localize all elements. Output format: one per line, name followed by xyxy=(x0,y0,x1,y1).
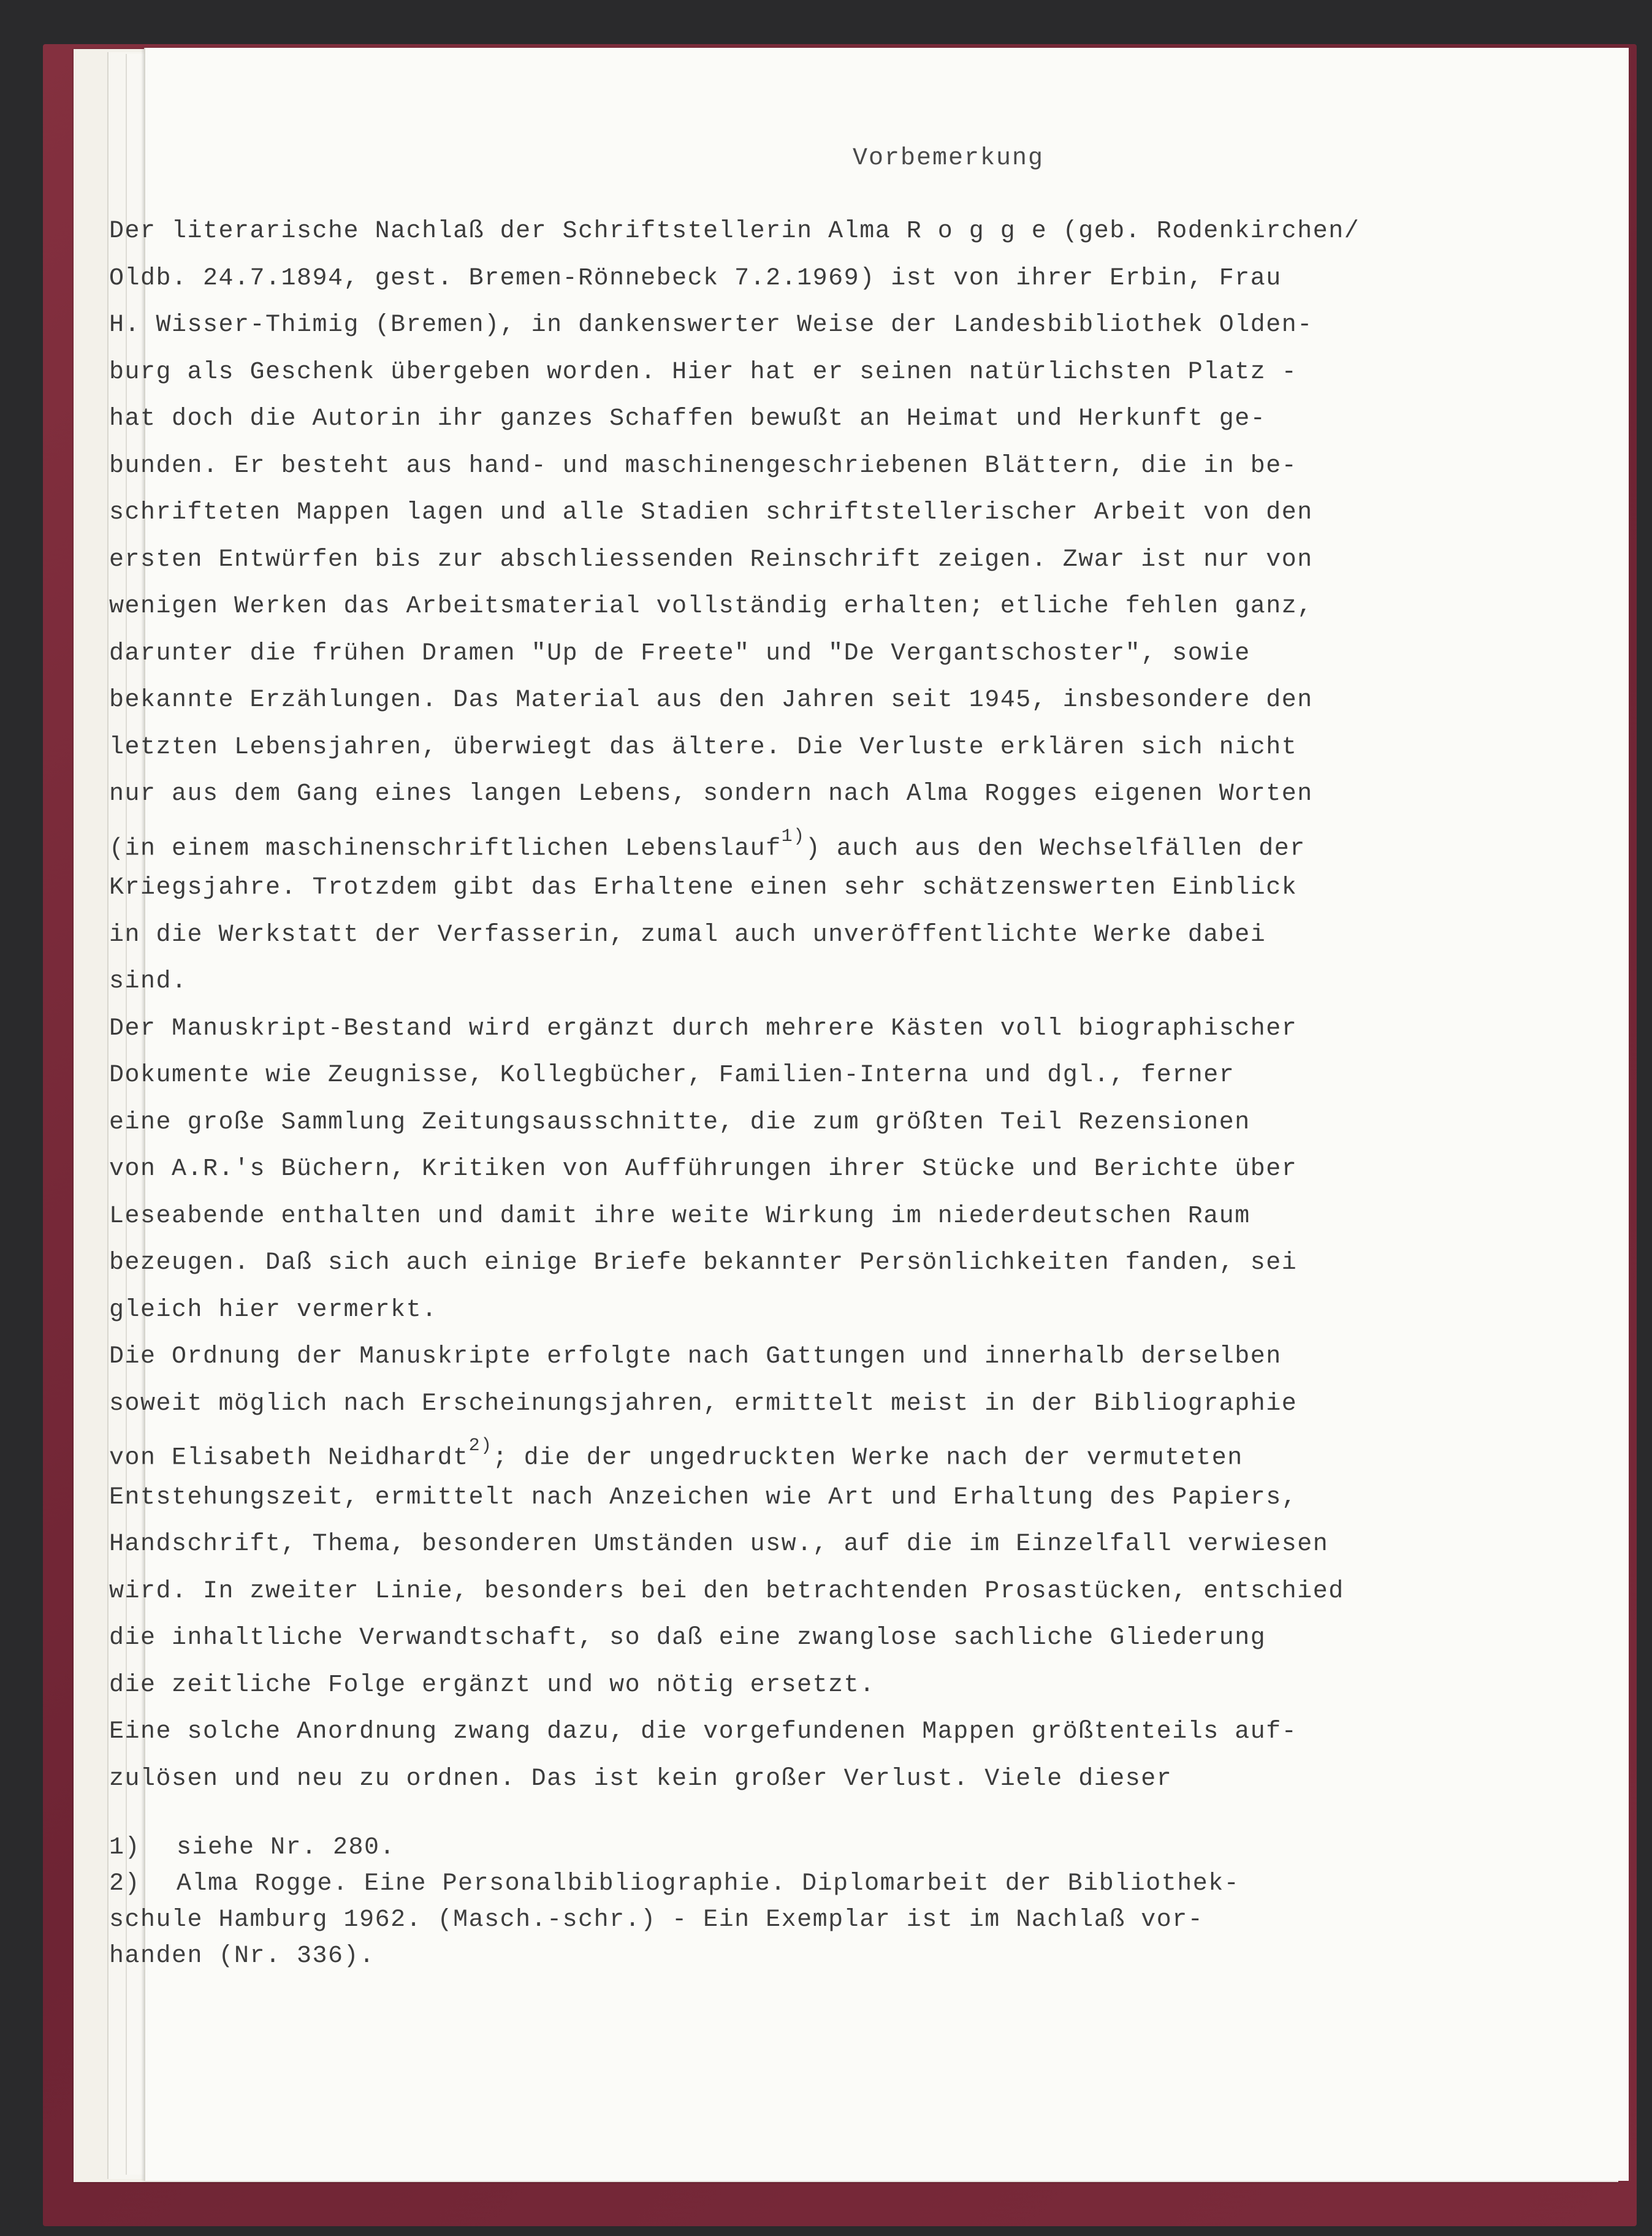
text-line: schrifteten Mappen lagen und alle Stadien schriftstellerischer Arbeit von den xyxy=(109,499,1313,527)
footnote-text: handen (Nr. 336). xyxy=(109,1942,375,1970)
text-line: burg als Geschenk übergeben worden. Hier hat er seinen natürlichsten Platz - xyxy=(109,358,1298,386)
footnote-mark: 2) xyxy=(109,1870,141,1898)
text-line: Oldb. 24.7.1894, gest. Bremen-Rönnebeck 7.2.1969) ist von ihrer Erbin, Frau xyxy=(109,264,1282,292)
text-line: eine große Sammlung Zeitungsausschnitte, die zum größten Teil Rezensionen xyxy=(109,1108,1250,1136)
text-fragment: von Elisabeth Neidhardt xyxy=(109,1444,469,1472)
text-line: die inhaltliche Verwandtschaft, so daß eine zwanglose sachliche Gliederung xyxy=(109,1624,1266,1652)
text-line xyxy=(109,818,1623,865)
text-line: zulösen und neu zu ordnen. Das ist kein großer Verlust. Viele dieser xyxy=(109,1765,1173,1793)
text-line: bunden. Er besteht aus hand- und maschinengeschriebenen Blättern, die in be- xyxy=(109,452,1298,480)
text-line: darunter die frühen Dramen "Up de Freete" und "De Vergantschoster", sowie xyxy=(109,639,1250,667)
text-line: soweit möglich nach Erscheinungsjahren, ermittelt meist in der Bibliographie xyxy=(109,1390,1298,1418)
text-line: ersten Entwürfen bis zur abschliessenden Reinschrift zeigen. Zwar ist nur von xyxy=(109,546,1313,574)
text-line: Die Ordnung der Manuskripte erfolgte nach Gattungen und innerhalb derselben xyxy=(109,1343,1282,1371)
text-line: in die Werkstatt der Verfasserin, zumal auch unveröffentlichte Werke dabei xyxy=(109,921,1266,949)
text-line: H. Wisser-Thimig (Bremen), in dankenswerter Weise der Landesbibliothek Olden- xyxy=(109,311,1313,339)
footnote-reference: 2) xyxy=(468,1436,493,1456)
text-line: nur aus dem Gang eines langen Lebens, sondern nach Alma Rogges eigenen Worten xyxy=(109,780,1313,808)
text-line: Dokumente wie Zeugnisse, Kollegbücher, Familien-Interna und dgl., ferner xyxy=(109,1062,1235,1089)
text-line: Leseabende enthalten und damit ihre weite Wirkung im niederdeutschen Raum xyxy=(109,1202,1250,1230)
text-fragment: (in einem maschinenschriftlichen Lebenslauf xyxy=(109,834,782,862)
text-line: gleich hier vermerkt. xyxy=(109,1296,438,1324)
footnote-mark: 1) xyxy=(109,1834,141,1861)
footnote xyxy=(109,1830,1623,1866)
text-fragment: ) auch aus den Wechselfällen der xyxy=(805,834,1306,862)
text-line: sind. xyxy=(109,968,188,995)
page-title: Vorbemerkung xyxy=(852,145,1045,172)
text-line: die zeitliche Folge ergänzt und wo nötig ersetzt. xyxy=(109,1671,875,1699)
text-line: Der literarische Nachlaß der Schriftstellerin Alma R o g g e (geb. Rodenkirchen/ xyxy=(109,218,1360,245)
text-line: Entstehungszeit, ermittelt nach Anzeichen wie Art und Erhaltung des Papiers, xyxy=(109,1483,1298,1512)
text-line: wenigen Werken das Arbeitsmaterial vollständig erhalten; etliche fehlen ganz, xyxy=(109,593,1313,620)
text-line: von A.R.'s Büchern, Kritiken von Aufführungen ihrer Stücke und Berichte über xyxy=(109,1155,1298,1183)
document-body xyxy=(109,208,1623,1803)
footnote-reference: 1) xyxy=(781,826,805,847)
text-line: Handschrift, Thema, besonderen Umständen usw., auf die im Einzelfall verwiesen xyxy=(109,1531,1329,1558)
text-line: Kriegsjahre. Trotzdem gibt das Erhaltene einen sehr schätzenswerten Einblick xyxy=(109,874,1298,902)
footnote-text: Alma Rogge. Eine Personalbibliographie. Diplomarbeit der Bibliothek- xyxy=(177,1870,1240,1898)
text-line: hat doch die Autorin ihr ganzes Schaffen bewußt an Heimat und Herkunft ge- xyxy=(109,405,1266,433)
footnotes xyxy=(109,1830,1623,1974)
footnote xyxy=(109,1866,1623,1902)
text-fragment: ; die der ungedruckten Werke nach der vermuteten xyxy=(492,1444,1243,1472)
footnote-text: siehe Nr. 280. xyxy=(177,1834,396,1861)
text-line xyxy=(109,1428,1623,1475)
text-line: bekannte Erzählungen. Das Material aus den Jahren seit 1945, insbesondere den xyxy=(109,686,1313,714)
text-line: bezeugen. Daß sich auch einige Briefe bekannter Persönlichkeiten fanden, sei xyxy=(109,1249,1298,1277)
text-line: Eine solche Anordnung zwang dazu, die vorgefundenen Mappen größtenteils auf- xyxy=(109,1718,1298,1746)
text-line: letzten Lebensjahren, überwiegt das ältere. Die Verluste erklären sich nicht xyxy=(109,733,1298,761)
text-line: Der Manuskript-Bestand wird ergänzt durch mehrere Kästen voll biographischer xyxy=(109,1014,1298,1043)
footnote-text: schule Hamburg 1962. (Masch.-schr.) - Ein Exemplar ist im Nachlaß vor- xyxy=(109,1906,1204,1934)
text-line: wird. In zweiter Linie, besonders bei den betrachtenden Prosastücken, entschied xyxy=(109,1577,1344,1605)
